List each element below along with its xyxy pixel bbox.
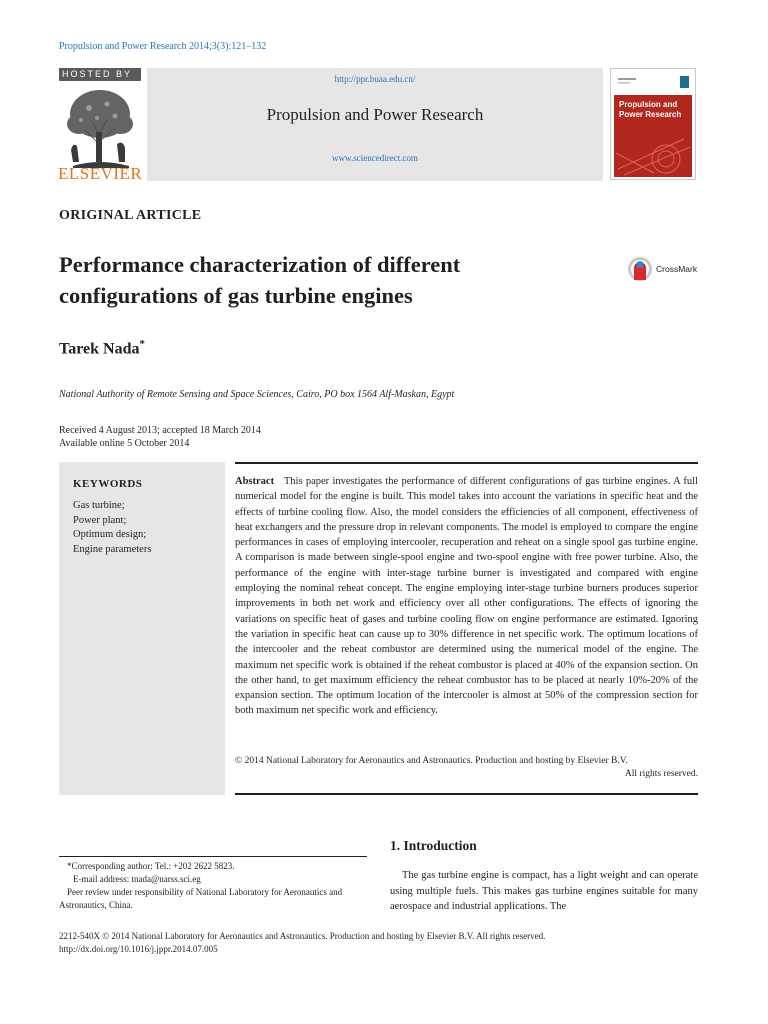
bottom-meta — [59, 930, 699, 956]
abstract-copyright: © 2014 National Laboratory for Aeronautics and Astronautics. Production and hosting by Elsevier B.V. — [235, 756, 628, 766]
introduction-text: The gas turbine engine is compact, has a light weight and can operate using multiple fuels. This makes gas turbine engines suitable for many aerospace and industrial applications. The — [390, 870, 698, 912]
hosted-by-label: HOSTED BY — [59, 68, 141, 81]
abstract-label: Abstract — [235, 476, 275, 487]
peer-review-note: Peer review under responsibility of National Laboratory for Aeronautics and Astronautics, China. — [59, 887, 343, 910]
crossmark-badge[interactable] — [627, 256, 703, 280]
journal-title: Propulsion and Power Research — [266, 105, 484, 124]
crossmark-label: CrossMark — [656, 264, 698, 274]
footnotes — [59, 860, 369, 912]
keywords-heading: KEYWORDS — [73, 478, 143, 490]
keyword-item: Engine parameters — [73, 543, 152, 555]
abstract-top-rule — [235, 462, 698, 464]
journal-cover-thumbnail[interactable] — [610, 68, 696, 180]
journal-banner — [147, 68, 603, 181]
keywords-list — [73, 499, 151, 557]
cover-header-art — [614, 72, 692, 94]
article-title: Performance characterization of different configurations of gas turbine engines — [59, 252, 461, 308]
corresponding-mark: * — [139, 338, 145, 350]
cover-header — [614, 72, 692, 94]
journal-url[interactable]: http://ppr.buaa.edu.cn/ — [334, 74, 416, 84]
publisher-wordmark: ELSEVIER — [58, 164, 143, 183]
doi-link[interactable]: http://dx.doi.org/10.1016/j.jppr.2014.07.005 — [59, 944, 218, 954]
received-date: Received 4 August 2013; accepted 18 March 2014 — [59, 425, 261, 436]
author-name-text: Tarek Nada — [59, 340, 140, 358]
author-name[interactable] — [59, 338, 145, 358]
keyword-item: Power plant; — [73, 514, 127, 526]
article-dates — [59, 424, 261, 450]
available-date: Available online 5 October 2014 — [59, 438, 190, 449]
cover-art — [614, 133, 692, 177]
footnote-rule — [59, 856, 367, 857]
abstract-bottom-rule — [235, 793, 698, 795]
sciencedirect-url[interactable]: www.sciencedirect.com — [332, 153, 418, 163]
crossmark-icon — [627, 256, 653, 282]
email-note[interactable]: E-mail address: tnada@narss.sci.eg — [73, 874, 201, 884]
keyword-item: Gas turbine; — [73, 500, 125, 511]
abstract-rights: All rights reserved. — [624, 769, 698, 779]
keywords-box — [59, 462, 225, 795]
cover-title: Propulsion and Power Research — [619, 100, 682, 119]
cover-red-panel — [614, 95, 692, 177]
abstract-text: This paper investigates the performance of different configurations of gas turbine engines. A full numerical model for the engine is built. This model takes into account the variations in specific heat and the effects of turbine cooling flow. Also, the model considers the efficiencies of all component, effectiveness of heat exchangers and the pressure drop in relevant components. The model is employed to compare the engine performances in cases of employing intercooler, recuperation and reheat on a single spool gas turbine engine. A comparison is made between single-spool engine and two-spool engine with free power turbine. Also, the performance of the engine with inter-stage turbine burner is investigated and compared with engine employing the nominal reheat concept. The engine employing inter-stage turbine burners produces superior improvements in both net work and efficiency over all other configurations. The effects of ignoring the variations on specific heat of gases and turbine cooling flow on engine performance are estimated. Ignoring the variation in specific heat can cause up to 30% difference in net specific work. The optimum locations of the intercooler and the reheat combustor are determined using the numerical model of the engine. The maximum net specific work is obtained if the reheat combustor is placed at 40% of the expansion section. On the other hand, to get maximum efficiency the reheat combustor has to be placed at nearly 10%-20% of the expansion section. The optimum location of the intercooler is almost at 50% of the compression section for both maximum net specific work and efficiency. — [235, 476, 698, 717]
corresponding-author-note: *Corresponding author: Tel.: +202 2622 5823. — [67, 861, 235, 871]
author-affiliation: National Authority of Remote Sensing and Space Sciences, Cairo, PO box 1564 Alf-Maskan, Egypt — [59, 389, 455, 400]
section-heading-introduction: 1. Introduction — [390, 838, 477, 853]
keyword-item: Optimum design; — [73, 529, 147, 540]
journal-reference[interactable]: Propulsion and Power Research 2014;3(3):121–132 — [59, 41, 267, 52]
article-type: ORIGINAL ARTICLE — [59, 208, 202, 223]
abstract — [235, 474, 698, 719]
issn-copyright: 2212-540X © 2014 National Laboratory for Aeronautics and Astronautics. Production and hosting by Elsevier B.V. All rights reserved. — [59, 931, 546, 941]
